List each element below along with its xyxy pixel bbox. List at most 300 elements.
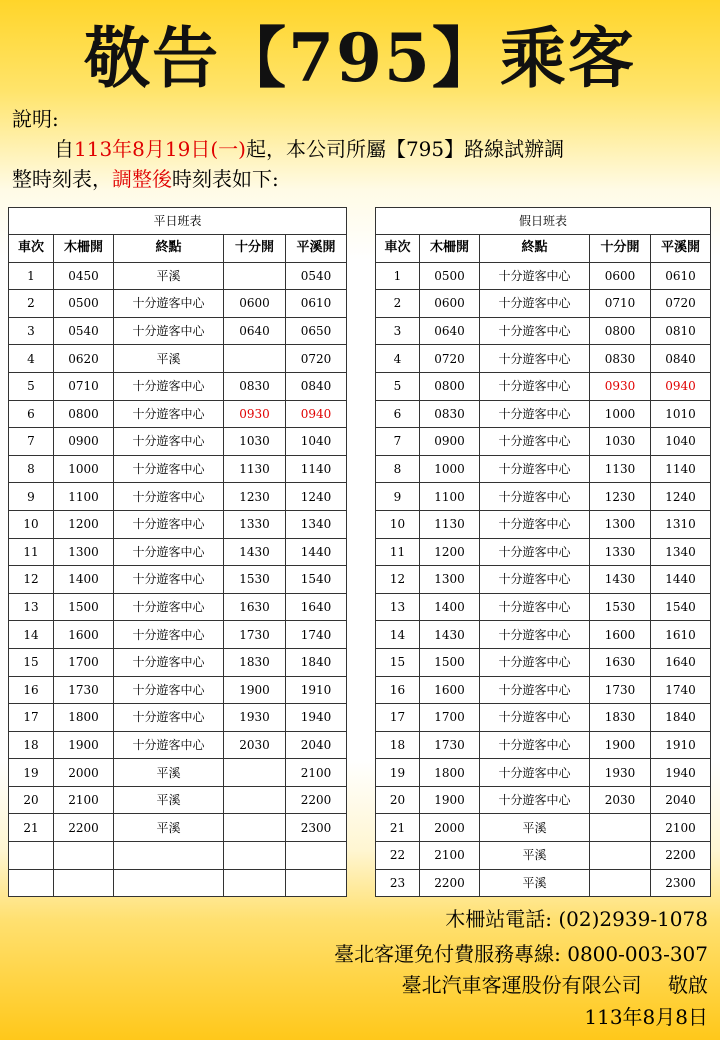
table-row: [9, 428, 347, 456]
table-cell: 1440: [286, 538, 347, 566]
table-cell: 十分遊客中心: [480, 262, 590, 290]
table-cell: 0500: [54, 290, 114, 318]
empty-cell: [286, 869, 347, 897]
table-row: [376, 317, 711, 345]
table-cell: 十分遊客中心: [114, 538, 224, 566]
table-cell: 6: [9, 400, 54, 428]
table-cell: 十分遊客中心: [114, 676, 224, 704]
table-cell: 十分遊客中心: [480, 428, 590, 456]
table-cell: 0810: [651, 317, 711, 345]
empty-cell: [224, 869, 286, 897]
table-cell: 2030: [224, 731, 286, 759]
table-cell: 十分遊客中心: [114, 621, 224, 649]
table-cell: 7: [376, 428, 420, 456]
table-row: [376, 869, 711, 897]
table-cell: 18: [376, 731, 420, 759]
empty-cell: [114, 842, 224, 870]
table-cell: 2030: [590, 786, 651, 814]
table-cell: 0830: [590, 345, 651, 373]
table-cell: 1900: [54, 731, 114, 759]
table-cell: 十分遊客中心: [480, 455, 590, 483]
table-cell: 十分遊客中心: [480, 372, 590, 400]
table-cell: [224, 814, 286, 842]
table-cell: 2: [376, 290, 420, 318]
table-row: [9, 621, 347, 649]
table-cell: 1130: [420, 510, 480, 538]
empty-row: [9, 842, 347, 870]
table-cell: 0600: [590, 262, 651, 290]
table-cell: 1830: [224, 648, 286, 676]
table-cell: 0650: [286, 317, 347, 345]
table-cell: 17: [9, 704, 54, 732]
column-header: 十分開: [224, 235, 286, 263]
table-row: [9, 372, 347, 400]
table-cell: 1140: [651, 455, 711, 483]
table-cell: 1100: [54, 483, 114, 511]
table-cell: 1440: [651, 566, 711, 594]
table-cell: 1910: [286, 676, 347, 704]
column-header: 終點: [114, 235, 224, 263]
table-cell: 16: [376, 676, 420, 704]
table-cell: 10: [9, 510, 54, 538]
table-cell: [224, 786, 286, 814]
footer-date: 113年8月8日: [584, 1005, 708, 1029]
empty-cell: [9, 869, 54, 897]
table-cell: 0840: [651, 345, 711, 373]
table-cell: 4: [376, 345, 420, 373]
table-cell: 1300: [54, 538, 114, 566]
table-cell: 十分遊客中心: [114, 566, 224, 594]
table-cell: 十分遊客中心: [480, 538, 590, 566]
empty-cell: [114, 869, 224, 897]
table-cell: 十分遊客中心: [114, 290, 224, 318]
table-cell: 1200: [54, 510, 114, 538]
table-cell: 7: [9, 428, 54, 456]
table-cell: 十分遊客中心: [480, 786, 590, 814]
table-cell: 18: [9, 731, 54, 759]
table-cell: 十分遊客中心: [114, 372, 224, 400]
table-row: [9, 510, 347, 538]
table-cell: 3: [376, 317, 420, 345]
table-cell: 1300: [420, 566, 480, 594]
table-cell: 1600: [420, 676, 480, 704]
table-cell: 0720: [420, 345, 480, 373]
table-cell: 15: [9, 648, 54, 676]
table-cell: 十分遊客中心: [480, 731, 590, 759]
table-cell: 21: [376, 814, 420, 842]
table-row: [9, 648, 347, 676]
table-cell: 5: [9, 372, 54, 400]
table-cell: 2100: [651, 814, 711, 842]
table-row: [376, 842, 711, 870]
table-cell: 十分遊客中心: [480, 483, 590, 511]
table-cell: 19: [376, 759, 420, 787]
table-cell: 十分遊客中心: [480, 566, 590, 594]
table-cell: 1240: [651, 483, 711, 511]
table-row: [376, 648, 711, 676]
table-row: [376, 428, 711, 456]
table-row: [376, 814, 711, 842]
description: [12, 104, 712, 194]
column-header: 車次: [9, 235, 54, 263]
table-cell: 0800: [420, 372, 480, 400]
table-cell: 1630: [224, 593, 286, 621]
table-row: [9, 593, 347, 621]
table-cell: 3: [9, 317, 54, 345]
table-cell: 1000: [590, 400, 651, 428]
table-cell: 十分遊客中心: [480, 345, 590, 373]
table-cell: 1100: [420, 483, 480, 511]
table-cell: 15: [376, 648, 420, 676]
table-cell: 十分遊客中心: [114, 731, 224, 759]
table-cell: 十分遊客中心: [114, 510, 224, 538]
table-cell: 0710: [54, 372, 114, 400]
column-header: 車次: [376, 235, 420, 263]
table-cell: 平溪: [114, 262, 224, 290]
table-cell: 17: [376, 704, 420, 732]
table-cell: 0540: [286, 262, 347, 290]
table-row: [376, 786, 711, 814]
table-cell: 2040: [651, 786, 711, 814]
table-cell: 21: [9, 814, 54, 842]
table-cell: 1040: [286, 428, 347, 456]
table-cell: 12: [9, 566, 54, 594]
table-row: [9, 759, 347, 787]
column-header: 十分開: [590, 235, 651, 263]
table-cell: 1030: [224, 428, 286, 456]
table-cell: 1640: [651, 648, 711, 676]
empty-cell: [54, 869, 114, 897]
table-row: [376, 704, 711, 732]
table-cell: [224, 262, 286, 290]
column-header: 平溪開: [286, 235, 347, 263]
table-cell: [590, 814, 651, 842]
table-cell: 1530: [224, 566, 286, 594]
table-cell: 0930: [224, 400, 286, 428]
table-cell: 1930: [590, 759, 651, 787]
table-cell: 平溪: [480, 869, 590, 897]
table-cell: 1340: [651, 538, 711, 566]
table-row: [376, 290, 711, 318]
table-cell: 1130: [590, 455, 651, 483]
table-cell: 0540: [54, 317, 114, 345]
table-cell: 十分遊客中心: [480, 704, 590, 732]
table-cell: 2200: [420, 869, 480, 897]
table-cell: 1640: [286, 593, 347, 621]
table-cell: 1500: [420, 648, 480, 676]
table-row: [376, 345, 711, 373]
table-cell: 1430: [224, 538, 286, 566]
table-cell: 2040: [286, 731, 347, 759]
table-cell: 平溪: [480, 842, 590, 870]
table-cell: 1000: [54, 455, 114, 483]
table-cell: 1610: [651, 621, 711, 649]
table-cell: 11: [9, 538, 54, 566]
table-row: [376, 538, 711, 566]
table-cell: 0800: [54, 400, 114, 428]
table-cell: 1330: [590, 538, 651, 566]
table-cell: 2200: [54, 814, 114, 842]
table-cell: [590, 842, 651, 870]
table-cell: 1740: [651, 676, 711, 704]
table-cell: 4: [9, 345, 54, 373]
table-cell: 1130: [224, 455, 286, 483]
table-row: [9, 731, 347, 759]
table-cell: 1400: [420, 593, 480, 621]
table-row: [9, 538, 347, 566]
table-cell: 1730: [54, 676, 114, 704]
table-cell: 9: [376, 483, 420, 511]
table-cell: 1140: [286, 455, 347, 483]
footer-phone: 木柵站電話: (02)2939-1078: [445, 907, 708, 931]
title-route: 【795】: [220, 19, 500, 97]
table-row: [9, 262, 347, 290]
table-cell: 1430: [420, 621, 480, 649]
table-cell: 0800: [590, 317, 651, 345]
table-cell: 1910: [651, 731, 711, 759]
table-cell: 平溪: [114, 786, 224, 814]
table-cell: 1540: [286, 566, 347, 594]
effective-date: 113年8月19日(一): [74, 137, 246, 161]
table-cell: 0450: [54, 262, 114, 290]
footer-hotline: 臺北客運免付費服務專線: 0800-003-307: [334, 942, 708, 966]
table-cell: 1800: [420, 759, 480, 787]
empty-cell: [9, 842, 54, 870]
table-row: [9, 290, 347, 318]
table-cell: 1600: [590, 621, 651, 649]
table-row: [9, 566, 347, 594]
table-cell: 1240: [286, 483, 347, 511]
table-cell: [224, 345, 286, 373]
table-cell: 1230: [224, 483, 286, 511]
table-cell: 2300: [651, 869, 711, 897]
table-cell: 1300: [590, 510, 651, 538]
table-cell: 1900: [420, 786, 480, 814]
table-cell: 十分遊客中心: [114, 593, 224, 621]
table-cell: 0720: [651, 290, 711, 318]
table-cell: 1010: [651, 400, 711, 428]
table-cell: 0600: [224, 290, 286, 318]
table-cell: 十分遊客中心: [114, 704, 224, 732]
table-cell: 十分遊客中心: [480, 648, 590, 676]
table-cell: 十分遊客中心: [480, 510, 590, 538]
table-row: [9, 455, 347, 483]
table-row: [9, 786, 347, 814]
table-cell: 0940: [651, 372, 711, 400]
table-cell: 0500: [420, 262, 480, 290]
table-cell: 平溪: [114, 814, 224, 842]
table-cell: 2200: [651, 842, 711, 870]
weekday-caption: 平日班表: [9, 208, 347, 235]
table-cell: 23: [376, 869, 420, 897]
table-cell: 1830: [590, 704, 651, 732]
column-header: 平溪開: [651, 235, 711, 263]
table-cell: 1900: [590, 731, 651, 759]
table-cell: 1600: [54, 621, 114, 649]
table-row: [376, 676, 711, 704]
table-cell: 20: [376, 786, 420, 814]
table-cell: 14: [9, 621, 54, 649]
table-cell: 1730: [224, 621, 286, 649]
table-cell: 1940: [286, 704, 347, 732]
holiday-timetable: [375, 207, 711, 897]
table-cell: 2: [9, 290, 54, 318]
table-cell: 1700: [420, 704, 480, 732]
table-cell: 2000: [420, 814, 480, 842]
table-cell: 2300: [286, 814, 347, 842]
table-cell: 14: [376, 621, 420, 649]
table-cell: 1940: [651, 759, 711, 787]
table-cell: 十分遊客中心: [480, 759, 590, 787]
table-cell: 10: [376, 510, 420, 538]
empty-cell: [286, 842, 347, 870]
table-cell: 十分遊客中心: [480, 676, 590, 704]
table-cell: 9: [9, 483, 54, 511]
table-row: [376, 372, 711, 400]
title-part3: 乘客: [499, 19, 636, 97]
table-cell: 十分遊客中心: [114, 400, 224, 428]
table-cell: [224, 759, 286, 787]
table-cell: 1040: [651, 428, 711, 456]
table-row: [9, 345, 347, 373]
table-cell: 0830: [224, 372, 286, 400]
table-cell: 0640: [420, 317, 480, 345]
table-cell: 2100: [54, 786, 114, 814]
table-cell: 十分遊客中心: [480, 317, 590, 345]
table-cell: 1930: [224, 704, 286, 732]
description-label: 說明:: [12, 107, 59, 131]
table-cell: 1730: [420, 731, 480, 759]
table-cell: 2100: [420, 842, 480, 870]
table-cell: 1310: [651, 510, 711, 538]
table-row: [9, 814, 347, 842]
table-cell: 0720: [286, 345, 347, 373]
table-cell: 1800: [54, 704, 114, 732]
table-cell: 十分遊客中心: [480, 621, 590, 649]
table-cell: 22: [376, 842, 420, 870]
table-cell: 十分遊客中心: [114, 455, 224, 483]
table-row: [376, 593, 711, 621]
table-row: [376, 731, 711, 759]
table-cell: 2100: [286, 759, 347, 787]
table-row: [376, 510, 711, 538]
table-row: [9, 676, 347, 704]
table-cell: 2200: [286, 786, 347, 814]
table-row: [9, 317, 347, 345]
table-cell: 1340: [286, 510, 347, 538]
table-row: [376, 759, 711, 787]
table-cell: 8: [9, 455, 54, 483]
table-cell: 12: [376, 566, 420, 594]
table-cell: 1430: [590, 566, 651, 594]
table-cell: 十分遊客中心: [114, 428, 224, 456]
table-cell: 1740: [286, 621, 347, 649]
table-cell: 十分遊客中心: [480, 400, 590, 428]
table-cell: 5: [376, 372, 420, 400]
table-row: [9, 704, 347, 732]
table-cell: 1230: [590, 483, 651, 511]
table-cell: 十分遊客中心: [114, 483, 224, 511]
table-row: [9, 400, 347, 428]
table-cell: 平溪: [480, 814, 590, 842]
table-row: [376, 455, 711, 483]
table-cell: 1000: [420, 455, 480, 483]
column-header: 木柵開: [54, 235, 114, 263]
table-cell: 1700: [54, 648, 114, 676]
table-cell: 6: [376, 400, 420, 428]
table-cell: 1200: [420, 538, 480, 566]
table-cell: 20: [9, 786, 54, 814]
table-cell: 1500: [54, 593, 114, 621]
description-line1: 自113年8月19日(一)起，本公司所屬【795】路線試辦調: [54, 137, 565, 161]
table-cell: 11: [376, 538, 420, 566]
adjusted-highlight: 調整後: [112, 167, 172, 191]
table-cell: 平溪: [114, 345, 224, 373]
table-cell: 0710: [590, 290, 651, 318]
table-cell: 1840: [651, 704, 711, 732]
table-cell: 0940: [286, 400, 347, 428]
table-row: [9, 483, 347, 511]
table-cell: 2000: [54, 759, 114, 787]
table-cell: 1: [376, 262, 420, 290]
table-cell: 13: [376, 593, 420, 621]
table-cell: 十分遊客中心: [114, 317, 224, 345]
table-cell: 0610: [651, 262, 711, 290]
table-cell: 0620: [54, 345, 114, 373]
table-cell: 0840: [286, 372, 347, 400]
table-cell: 1530: [590, 593, 651, 621]
table-cell: 1400: [54, 566, 114, 594]
empty-cell: [224, 842, 286, 870]
table-cell: 1330: [224, 510, 286, 538]
table-cell: [590, 869, 651, 897]
table-row: [376, 621, 711, 649]
table-row: [376, 483, 711, 511]
table-cell: 0930: [590, 372, 651, 400]
table-row: [376, 566, 711, 594]
table-cell: 1030: [590, 428, 651, 456]
empty-cell: [54, 842, 114, 870]
holiday-caption: 假日班表: [376, 208, 711, 235]
table-cell: 0900: [420, 428, 480, 456]
weekday-timetable: [8, 207, 347, 897]
table-cell: 十分遊客中心: [480, 593, 590, 621]
footer-company: 臺北汽車客運股份有限公司 敬啟: [401, 973, 708, 997]
description-line2: 整時刻表，調整後時刻表如下:: [12, 167, 279, 191]
table-row: [376, 400, 711, 428]
table-cell: 1900: [224, 676, 286, 704]
table-cell: 0610: [286, 290, 347, 318]
table-cell: 十分遊客中心: [480, 290, 590, 318]
table-cell: 0900: [54, 428, 114, 456]
table-cell: 0640: [224, 317, 286, 345]
table-cell: 8: [376, 455, 420, 483]
table-cell: 13: [9, 593, 54, 621]
table-cell: 1840: [286, 648, 347, 676]
table-cell: 十分遊客中心: [114, 648, 224, 676]
table-cell: 16: [9, 676, 54, 704]
table-row: [376, 262, 711, 290]
table-cell: 0830: [420, 400, 480, 428]
column-header: 終點: [480, 235, 590, 263]
table-cell: 1: [9, 262, 54, 290]
table-cell: 1730: [590, 676, 651, 704]
empty-row: [9, 869, 347, 897]
table-cell: 1630: [590, 648, 651, 676]
table-cell: 0600: [420, 290, 480, 318]
table-cell: 平溪: [114, 759, 224, 787]
table-cell: 19: [9, 759, 54, 787]
